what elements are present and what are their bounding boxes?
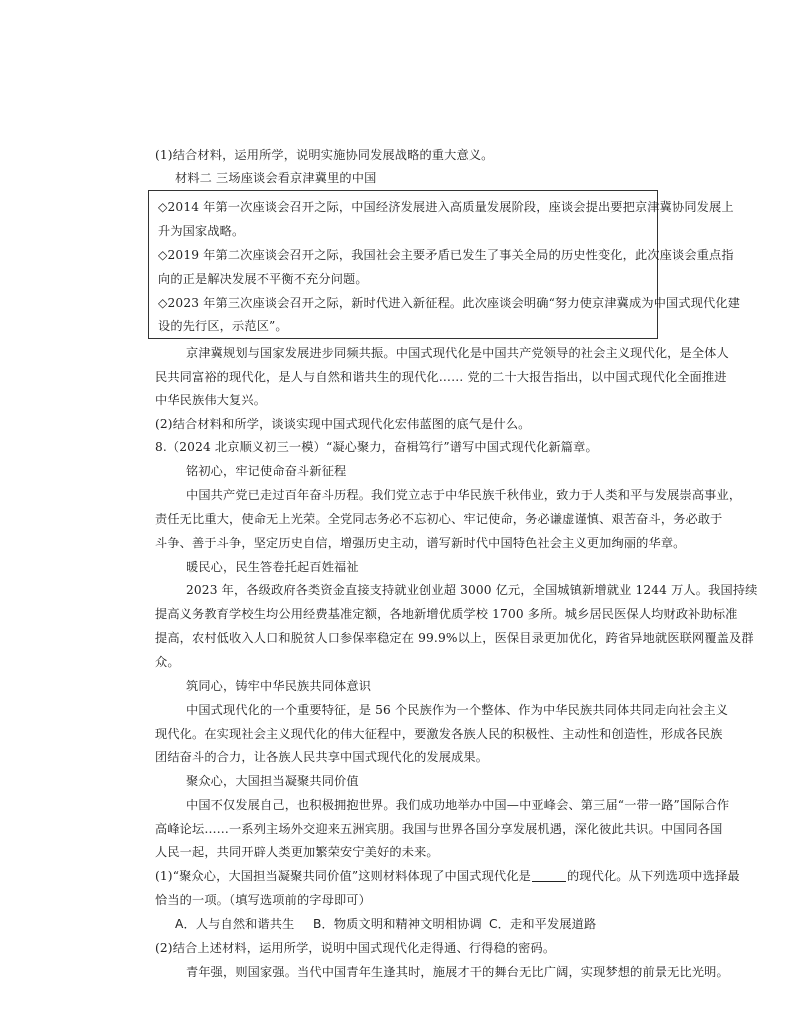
question-8-1-text: (1)“聚众心，大国担当凝聚共同价值”这则材料体现了中国式现代化是 [155,869,531,883]
paragraph-line: 责任无比重大，使命无上光荣。全党同志务必不忘初心、牢记使命，务必谦虚谨慎、艰苦奋斗，务必敢于 [155,512,723,526]
material-2-title: 材料二 三场座谈会看京津冀里的中国 [175,171,377,185]
box-line: 升为国家战略。 [158,224,245,238]
paragraph-line: 民共同富裕的现代化，是人与自然和谐共生的现代化…… 党的二十大报告指出，以中国式现代化全面推进 [155,370,727,384]
paragraph-line: 青年强，则国家强。当代中国青年生逢其时，施展才干的舞台无比广阔，实现梦想的前景无比光明。 [186,965,729,979]
paragraph-line: 中国不仅发展自己，也积极拥抱世界。我们成功地举办中国—中亚峰会、第三届“一带一路”国际合作 [186,798,730,812]
box-line: 向的正是解决发展不平衡不充分问题。 [158,272,368,286]
paragraph-line: 中华民族伟大复兴。 [155,393,267,407]
question-8-1-text-cont: 的现代化。从下列选项中选择最 [566,869,740,883]
option-c: C．走和平发展道路 [489,917,597,931]
paragraph-line: 现代化。在实现社会主义现代化的伟大征程中，要激发各族人民的积极性、主动性和创造性，形成各民族 [155,727,723,741]
paragraph-line: 提高，农村低收入人口和脱贫人口参保率稳定在 99.9%以上，医保目录更加优化，跨省异地就医联网覆盖及群 [155,631,754,645]
paragraph-line: 提高义务教育学校生均公用经费基准定额，各地新增优质学校 1700 多所。城乡居民医保人均财政补助标准 [155,607,738,621]
question-8-1-line2: 恰当的一项。（填写选项前的字母即可） [155,893,371,907]
paragraph-line: 京津冀规划与国家发展进步同频共振。中国式现代化是中国共产党领导的社会主义现代化，是全体人 [186,346,729,360]
section-heading: 铭初心，牢记使命奋斗新征程 [186,464,347,478]
box-line: 设的先行区，示范区”。 [158,319,288,333]
question-8-2: (2)结合上述材料，运用所学，说明中国式现代化走得通、行得稳的密码。 [155,941,556,955]
question-1: (1)结合材料，运用所学，说明实施协同发展战略的重大意义。 [155,148,494,162]
section-heading: 筑同心，铸牢中华民族共同体意识 [186,679,372,693]
paragraph-line: 众。 [155,655,180,669]
paragraph-line: 高峰论坛……一系列主场外交迎来五洲宾朋。我国与世界各国分享发展机遇，深化彼此共识。中国同各国 [155,822,723,836]
box-line: ◇2019 年第二次座谈会召开之际，我国社会主要矛盾已发生了事关全局的历史性变化，此次座谈会重点指 [158,248,734,262]
paragraph-line: 2023 年，各级政府各类资金直接支持就业创业超 3000 亿元，全国城镇新增就业 1244 万人。我国持续 [186,583,758,597]
paragraph-line: 人民一起，共同开辟人类更加繁荣安宁美好的未来。 [155,845,439,859]
box-line: ◇2023 年第三次座谈会召开之际，新时代进入新征程。此次座谈会明确“努力使京津冀成为中国式现代化建 [158,296,741,310]
paragraph-line: 中国式现代化的一个重要特征，是 56 个民族作为一个整体、作为中华民族共同体共同走向社会主义 [186,703,729,717]
paragraph-line: 团结奋斗的合力，让各族人民共享中国式现代化的发展成果。 [155,750,489,764]
paragraph-line: 中国共产党已走过百年奋斗历程。我们党立志于中华民族千秋伟业，致力于人类和平与发展崇高事业， [186,488,742,502]
section-heading: 暖民心，民生答卷托起百姓福祉 [186,560,359,574]
option-a: A．人与自然和谐共生 [175,917,295,931]
question-8-intro: 8.（2024 北京顺义初三一模）“凝心聚力，奋楫笃行”谱写中国式现代化新篇章。 [155,440,598,454]
answer-blank[interactable] [532,869,566,882]
box-line: ◇2014 年第一次座谈会召开之际，中国经济发展进入高质量发展阶段，座谈会提出要把京津冀协同发展上 [158,200,734,214]
option-b: B．物质文明和精神文明相协调 [313,917,482,931]
question-2: (2)结合材料和所学，谈谈实现中国式现代化宏伟蓝图的底气是什么。 [155,417,531,431]
section-heading: 聚众心，大国担当凝聚共同价值 [186,774,359,788]
paragraph-line: 斗争、善于斗争，坚定历史自信，增强历史主动，谱写新时代中国特色社会主义更加绚丽的华章。 [155,536,686,550]
question-8-1 [155,867,740,884]
